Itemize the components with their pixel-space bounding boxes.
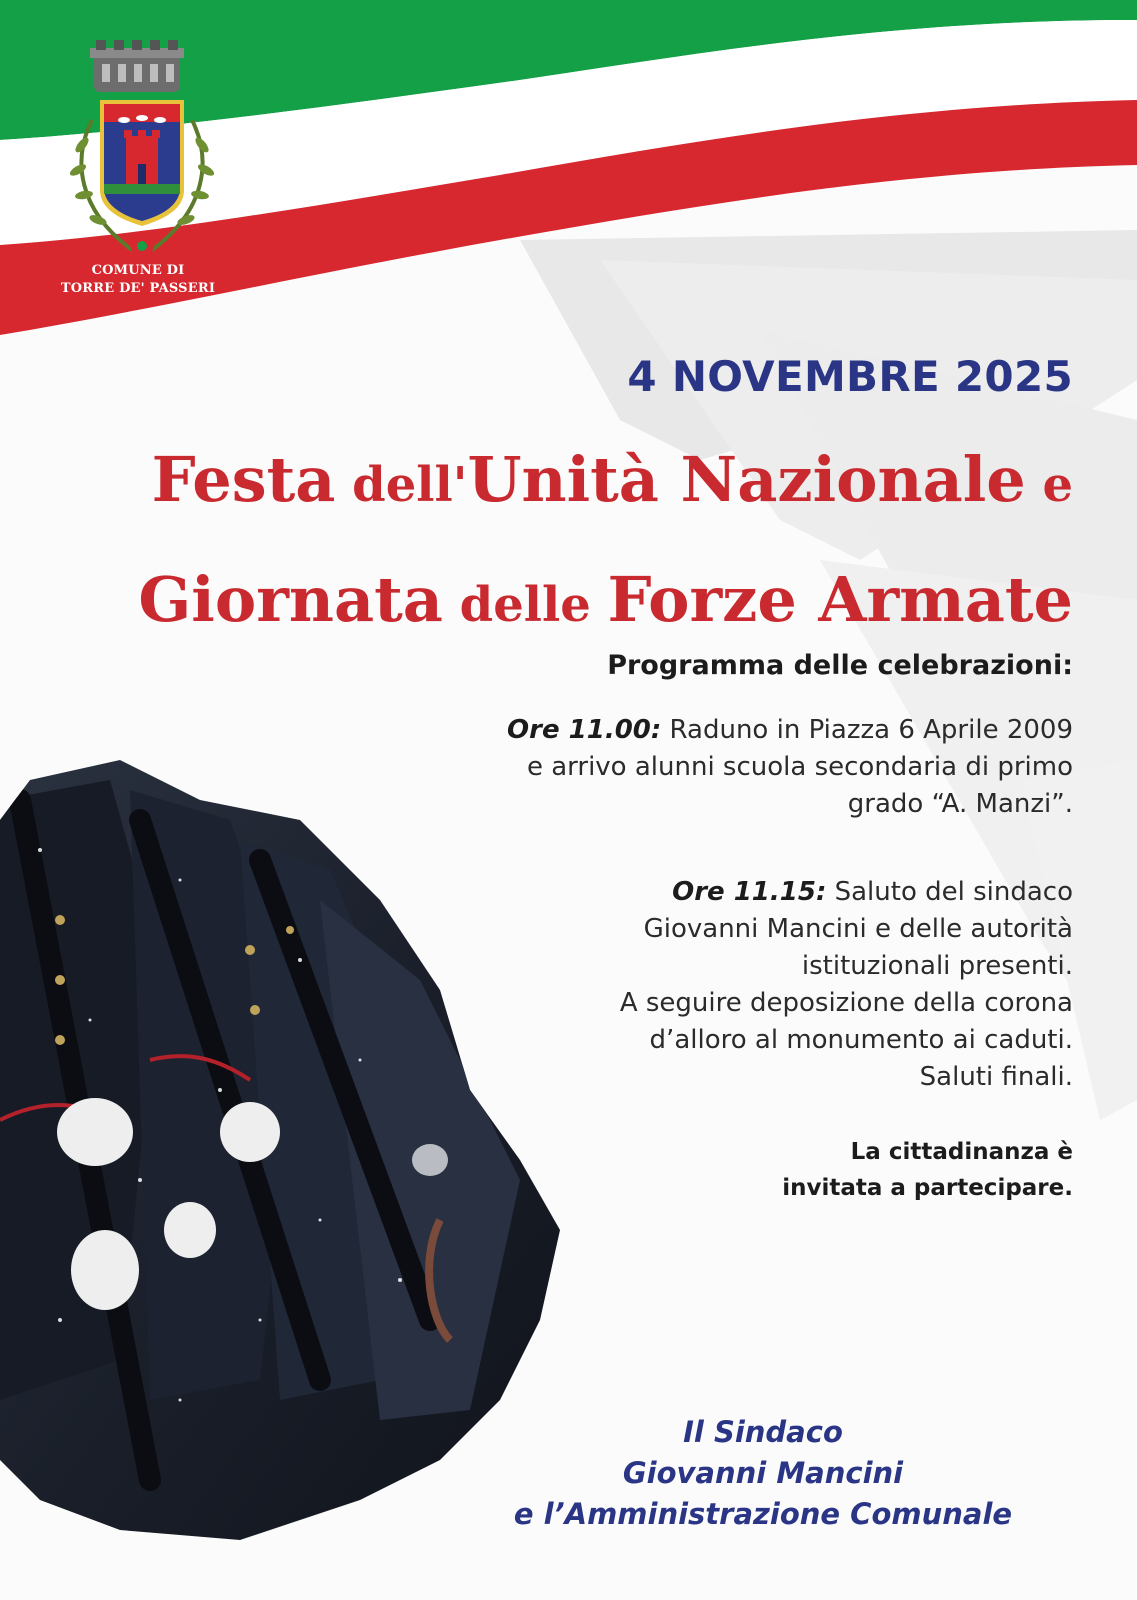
title-word-forze: Forze Armate — [607, 563, 1073, 636]
title-word-giornata: Giornata — [138, 563, 443, 636]
program-item-2-text-3: istituzionali presenti. — [801, 951, 1073, 981]
event-title — [33, 428, 1073, 668]
program-item-2-text-4: A seguire deposizione della corona — [619, 988, 1073, 1018]
signature-line-2: Giovanni Mancini — [622, 1456, 904, 1490]
invitation-line-2: invitata a partecipare. — [782, 1175, 1073, 1201]
program-item-1-time: Ore 11.00: — [507, 715, 662, 745]
comune-line-1: COMUNE DI — [91, 263, 185, 278]
program-item-2-text-2: Giovanni Mancini e delle autorità — [643, 914, 1073, 944]
comune-line-2: TORRE DE' PASSERI — [60, 281, 216, 296]
signature-line-1: Il Sindaco — [683, 1415, 843, 1449]
event-date: 4 NOVEMBRE 2025 — [627, 352, 1073, 401]
program-item-1-line-1 — [433, 712, 1073, 749]
signature-line-3: e l’Amministrazione Comunale — [513, 1497, 1013, 1531]
signature — [453, 1412, 1073, 1535]
title-word-unita: Unità Nazionale — [467, 443, 1026, 516]
program-item-1-text-2: e arrivo alunni scuola secondaria di primo — [526, 752, 1073, 782]
title-word-festa: Festa — [151, 443, 336, 516]
program-item-2-text-5: d’alloro al monumento ai caduti. — [649, 1025, 1073, 1055]
title-line-1 — [33, 428, 1073, 548]
coat-of-arms-icon — [52, 40, 232, 300]
comune-label — [38, 262, 238, 298]
title-word-dell: dell' — [335, 457, 468, 513]
title-word-delle: delle — [442, 577, 608, 633]
invitation-line-1: La cittadinanza è — [850, 1139, 1073, 1165]
invitation — [573, 1134, 1073, 1206]
title-word-e: e — [1025, 457, 1073, 513]
program-item-1-text-3: grado “A. Manzi”. — [847, 789, 1073, 819]
program-item-1-text-1: Raduno in Piazza 6 Aprile 2009 — [669, 715, 1073, 745]
program-item-2-text-6: Saluti finali. — [919, 1062, 1073, 1092]
program-item-2-text-1: Saluto del sindaco — [834, 877, 1073, 907]
program-heading: Programma delle celebrazioni: — [607, 650, 1073, 681]
program-item-2-time: Ore 11.15: — [672, 877, 827, 907]
